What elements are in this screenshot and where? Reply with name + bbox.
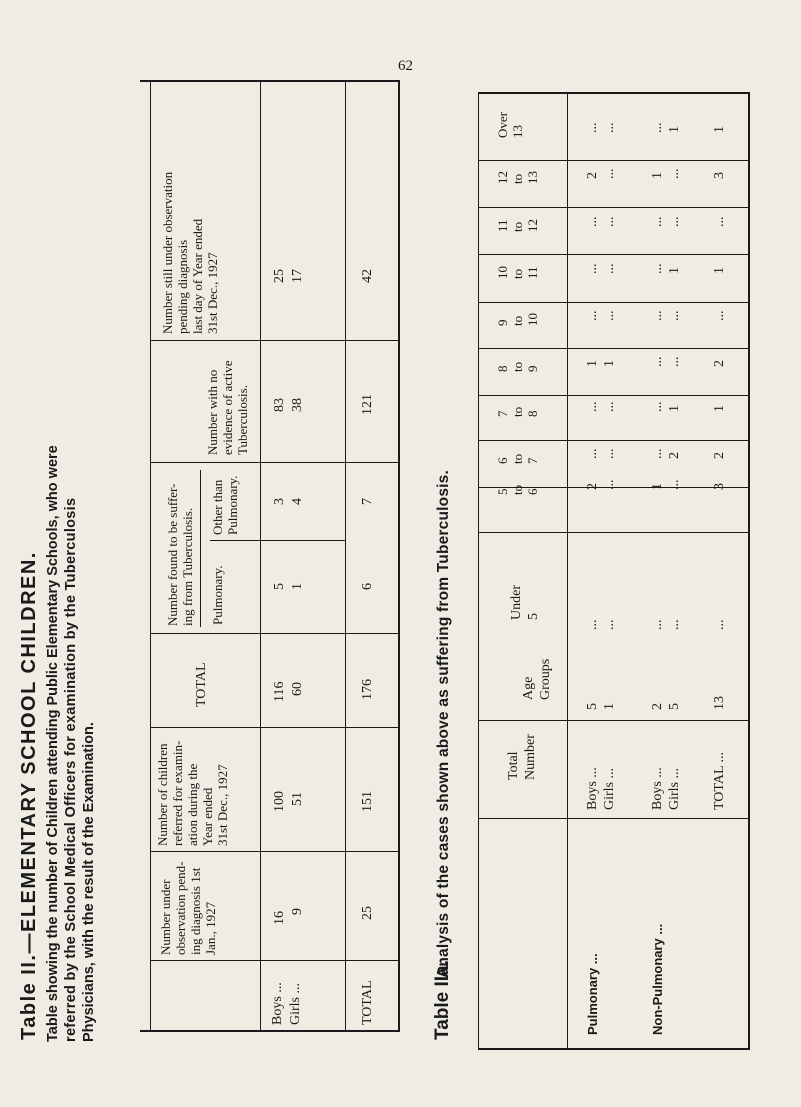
header-age-7-line: 13 (525, 171, 540, 184)
value-boys-other: 3 (272, 498, 287, 505)
value-total-total: 176 (360, 679, 375, 700)
cell-non_girls-4: 1 (667, 405, 682, 412)
cell-pulm_girls-10: ... (602, 122, 617, 133)
header-age-6-line: 12 (525, 219, 540, 232)
cell-pulm_boys-10: ... (585, 122, 600, 133)
row-label-total: TOTAL ... (712, 752, 727, 810)
value-total-still-under: 42 (360, 269, 375, 283)
header-under-observation: Number under observation pend- ing diagnosis 1st Jan., 1927 (158, 861, 218, 955)
cell-pulm_boys-3: ... (585, 448, 600, 459)
header-age-4-line: 10 (525, 313, 540, 326)
table2a-subtitle: Analysis of the cases shown above as suffering from Tuberculosis. (435, 470, 452, 978)
header-age-0-line: 5 (495, 488, 510, 495)
cell-pulm_girls-1: ... (602, 619, 617, 630)
cell-pulm_boys-2: 2 (585, 483, 600, 490)
table2a-title: Table IIa. (432, 960, 453, 1040)
header-other-than-pulmonary: Other than Pulmonary. (210, 475, 240, 535)
header-age-8-line: 13 (510, 125, 525, 138)
header-age-3-line: to (510, 361, 525, 372)
value-boys-total: 116 (272, 681, 287, 702)
row-label-boys: Boys ... (270, 982, 285, 1025)
cell-non_boys-9: 1 (650, 172, 665, 179)
header-age-1-line: to (510, 453, 525, 464)
group-label-non-pulmonary: Non-Pulmonary ... (650, 923, 665, 1035)
header-age-groups: Age Groups (521, 658, 553, 700)
cell-non_boys-5: ... (650, 356, 665, 367)
header-age-0-line: 6 (525, 488, 540, 495)
cell-total-1: ... (712, 619, 727, 630)
header-age-8-line: Over (495, 112, 510, 138)
value-girls-still-under: 17 (290, 269, 305, 283)
value-total-no-evidence: 121 (360, 394, 375, 415)
table2-subtitle-2: referred by the School Medical Officers for examination by the Tuberculosis (63, 497, 79, 1042)
cell-non_girls-6: ... (667, 310, 682, 321)
value-boys-referred: 100 (272, 791, 287, 812)
header-age-6-line: to (510, 221, 525, 232)
table2-title: Table II.—ELEMENTARY SCHOOL CHILDREN. (18, 551, 40, 1040)
header-age-2-line: 7 (495, 410, 510, 417)
header-age-5-line: to (510, 268, 525, 279)
header-age-5-line: 11 (525, 266, 540, 279)
header-under-5: Under 5 (509, 585, 541, 620)
cell-total-3: 2 (712, 452, 727, 459)
cell-pulm_boys-1: ... (585, 619, 600, 630)
cell-pulm_girls-6: ... (602, 310, 617, 321)
cell-pulm_girls-3: ... (602, 448, 617, 459)
row-label-pulm-girls: Girls ... (602, 768, 617, 810)
table2-subtitle-3: Physicians, with the result of the Examination. (81, 722, 97, 1042)
header-age-2-line: 8 (525, 410, 540, 417)
header-total-number: Total Number (506, 734, 538, 780)
value-boys-pulmonary: 5 (272, 583, 287, 590)
row-label-girls: Girls ... (288, 983, 303, 1025)
header-referred: Number of children referred for examin- ation during the Year ended 31st Dec., 1927 (155, 740, 230, 846)
header-age-5-line: 10 (495, 266, 510, 279)
header-age-1-line: 6 (495, 457, 510, 464)
cell-total-8: ... (712, 216, 727, 227)
header-age-2-line: to (510, 406, 525, 417)
group-label-pulmonary: Pulmonary ... (585, 953, 600, 1035)
cell-non_boys-3: ... (650, 448, 665, 459)
header-age-1-line: 7 (525, 457, 540, 464)
cell-total-6: ... (712, 310, 727, 321)
cell-total-10: 1 (712, 126, 727, 133)
value-boys-still-under: 25 (272, 269, 287, 283)
cell-pulm_girls-4: ... (602, 401, 617, 412)
value-total-pulmonary: 6 (360, 583, 375, 590)
cell-pulm_girls-8: ... (602, 216, 617, 227)
value-girls-other: 4 (290, 498, 305, 505)
cell-pulm_girls-0: 1 (602, 703, 617, 710)
header-pulmonary: Pulmonary. (210, 565, 225, 625)
header-still-under-observation: Number still under observation pending diagnosis last day of Year ended 31st Dec., 1927 (160, 171, 220, 334)
header-age-1 (495, 454, 540, 464)
row-label-non-boys: Boys ... (650, 767, 665, 810)
cell-pulm_girls-9: ... (602, 168, 617, 179)
value-total-other: 7 (360, 498, 375, 505)
value-total-under-obs: 25 (360, 906, 375, 920)
cell-total-9: 3 (712, 172, 727, 179)
header-age-3-line: 8 (495, 365, 510, 372)
cell-pulm_boys-9: 2 (585, 172, 600, 179)
cell-pulm_boys-8: ... (585, 216, 600, 227)
header-age-8 (495, 112, 525, 138)
header-age-3-line: 9 (525, 365, 540, 372)
cell-non_girls-1: ... (667, 619, 682, 630)
header-age-4-line: to (510, 315, 525, 326)
header-age-6 (495, 219, 540, 232)
cell-non_boys-0: 2 (650, 703, 665, 710)
header-no-evidence: Number with no evidence of active Tuberculosis. (205, 360, 250, 455)
cell-non_boys-10: ... (650, 122, 665, 133)
header-age-4-line: 9 (495, 319, 510, 326)
header-age-0 (495, 485, 540, 495)
value-boys-no-evidence: 83 (272, 398, 287, 412)
cell-non_girls-2: ... (667, 479, 682, 490)
page-number: 62 (398, 58, 413, 74)
cell-total-7: 1 (712, 267, 727, 274)
header-found-suffering: Number found to be suffer- ing from Tuberculosis. (165, 483, 195, 626)
header-age-0-line: to (510, 484, 525, 495)
header-age-6-line: 11 (495, 219, 510, 232)
header-age-3 (495, 362, 540, 372)
header-age-2 (495, 407, 540, 417)
value-total-referred: 151 (360, 791, 375, 812)
cell-non_girls-7: 1 (667, 267, 682, 274)
cell-non_girls-3: 2 (667, 452, 682, 459)
cell-non_girls-9: ... (667, 168, 682, 179)
cell-pulm_girls-2: ... (602, 479, 617, 490)
cell-non_boys-8: ... (650, 216, 665, 227)
cell-non_boys-1: ... (650, 619, 665, 630)
header-age-5 (495, 266, 540, 279)
value-girls-referred: 51 (290, 792, 305, 806)
cell-pulm_girls-5: 1 (602, 360, 617, 367)
row-label-non-girls: Girls ... (667, 768, 682, 810)
cell-non_girls-0: 5 (667, 703, 682, 710)
cell-pulm_girls-7: ... (602, 263, 617, 274)
cell-pulm_boys-0: 5 (585, 703, 600, 710)
header-age-4 (495, 313, 540, 326)
cell-non_boys-4: ... (650, 401, 665, 412)
cell-non_girls-10: 1 (667, 126, 682, 133)
value-boys-under-obs: 16 (272, 911, 287, 925)
cell-pulm_boys-5: 1 (585, 360, 600, 367)
cell-non_boys-7: ... (650, 263, 665, 274)
cell-pulm_boys-4: ... (585, 401, 600, 412)
cell-non_boys-6: ... (650, 310, 665, 321)
value-girls-pulmonary: 1 (290, 583, 305, 590)
cell-non_girls-5: ... (667, 356, 682, 367)
table2-subtitle-1: Table showing the number of Children attending Public Elementary Schools, who were (45, 445, 61, 1042)
row-label-total: TOTAL (360, 980, 375, 1025)
header-age-7-line: 12 (495, 171, 510, 184)
value-girls-no-evidence: 38 (290, 398, 305, 412)
cell-total-5: 2 (712, 360, 727, 367)
cell-pulm_boys-7: ... (585, 263, 600, 274)
header-age-7-line: to (510, 173, 525, 184)
cell-total-2: 3 (712, 483, 727, 490)
header-total: TOTAL (194, 662, 209, 707)
cell-total-0: 13 (712, 696, 727, 710)
value-girls-total: 60 (290, 682, 305, 696)
row-label-pulm-boys: Boys ... (585, 767, 600, 810)
cell-total-4: 1 (712, 405, 727, 412)
cell-non_boys-2: 1 (650, 483, 665, 490)
cell-non_girls-8: ... (667, 216, 682, 227)
value-girls-under-obs: 9 (290, 908, 305, 915)
cell-pulm_boys-6: ... (585, 310, 600, 321)
header-age-7 (495, 171, 540, 184)
